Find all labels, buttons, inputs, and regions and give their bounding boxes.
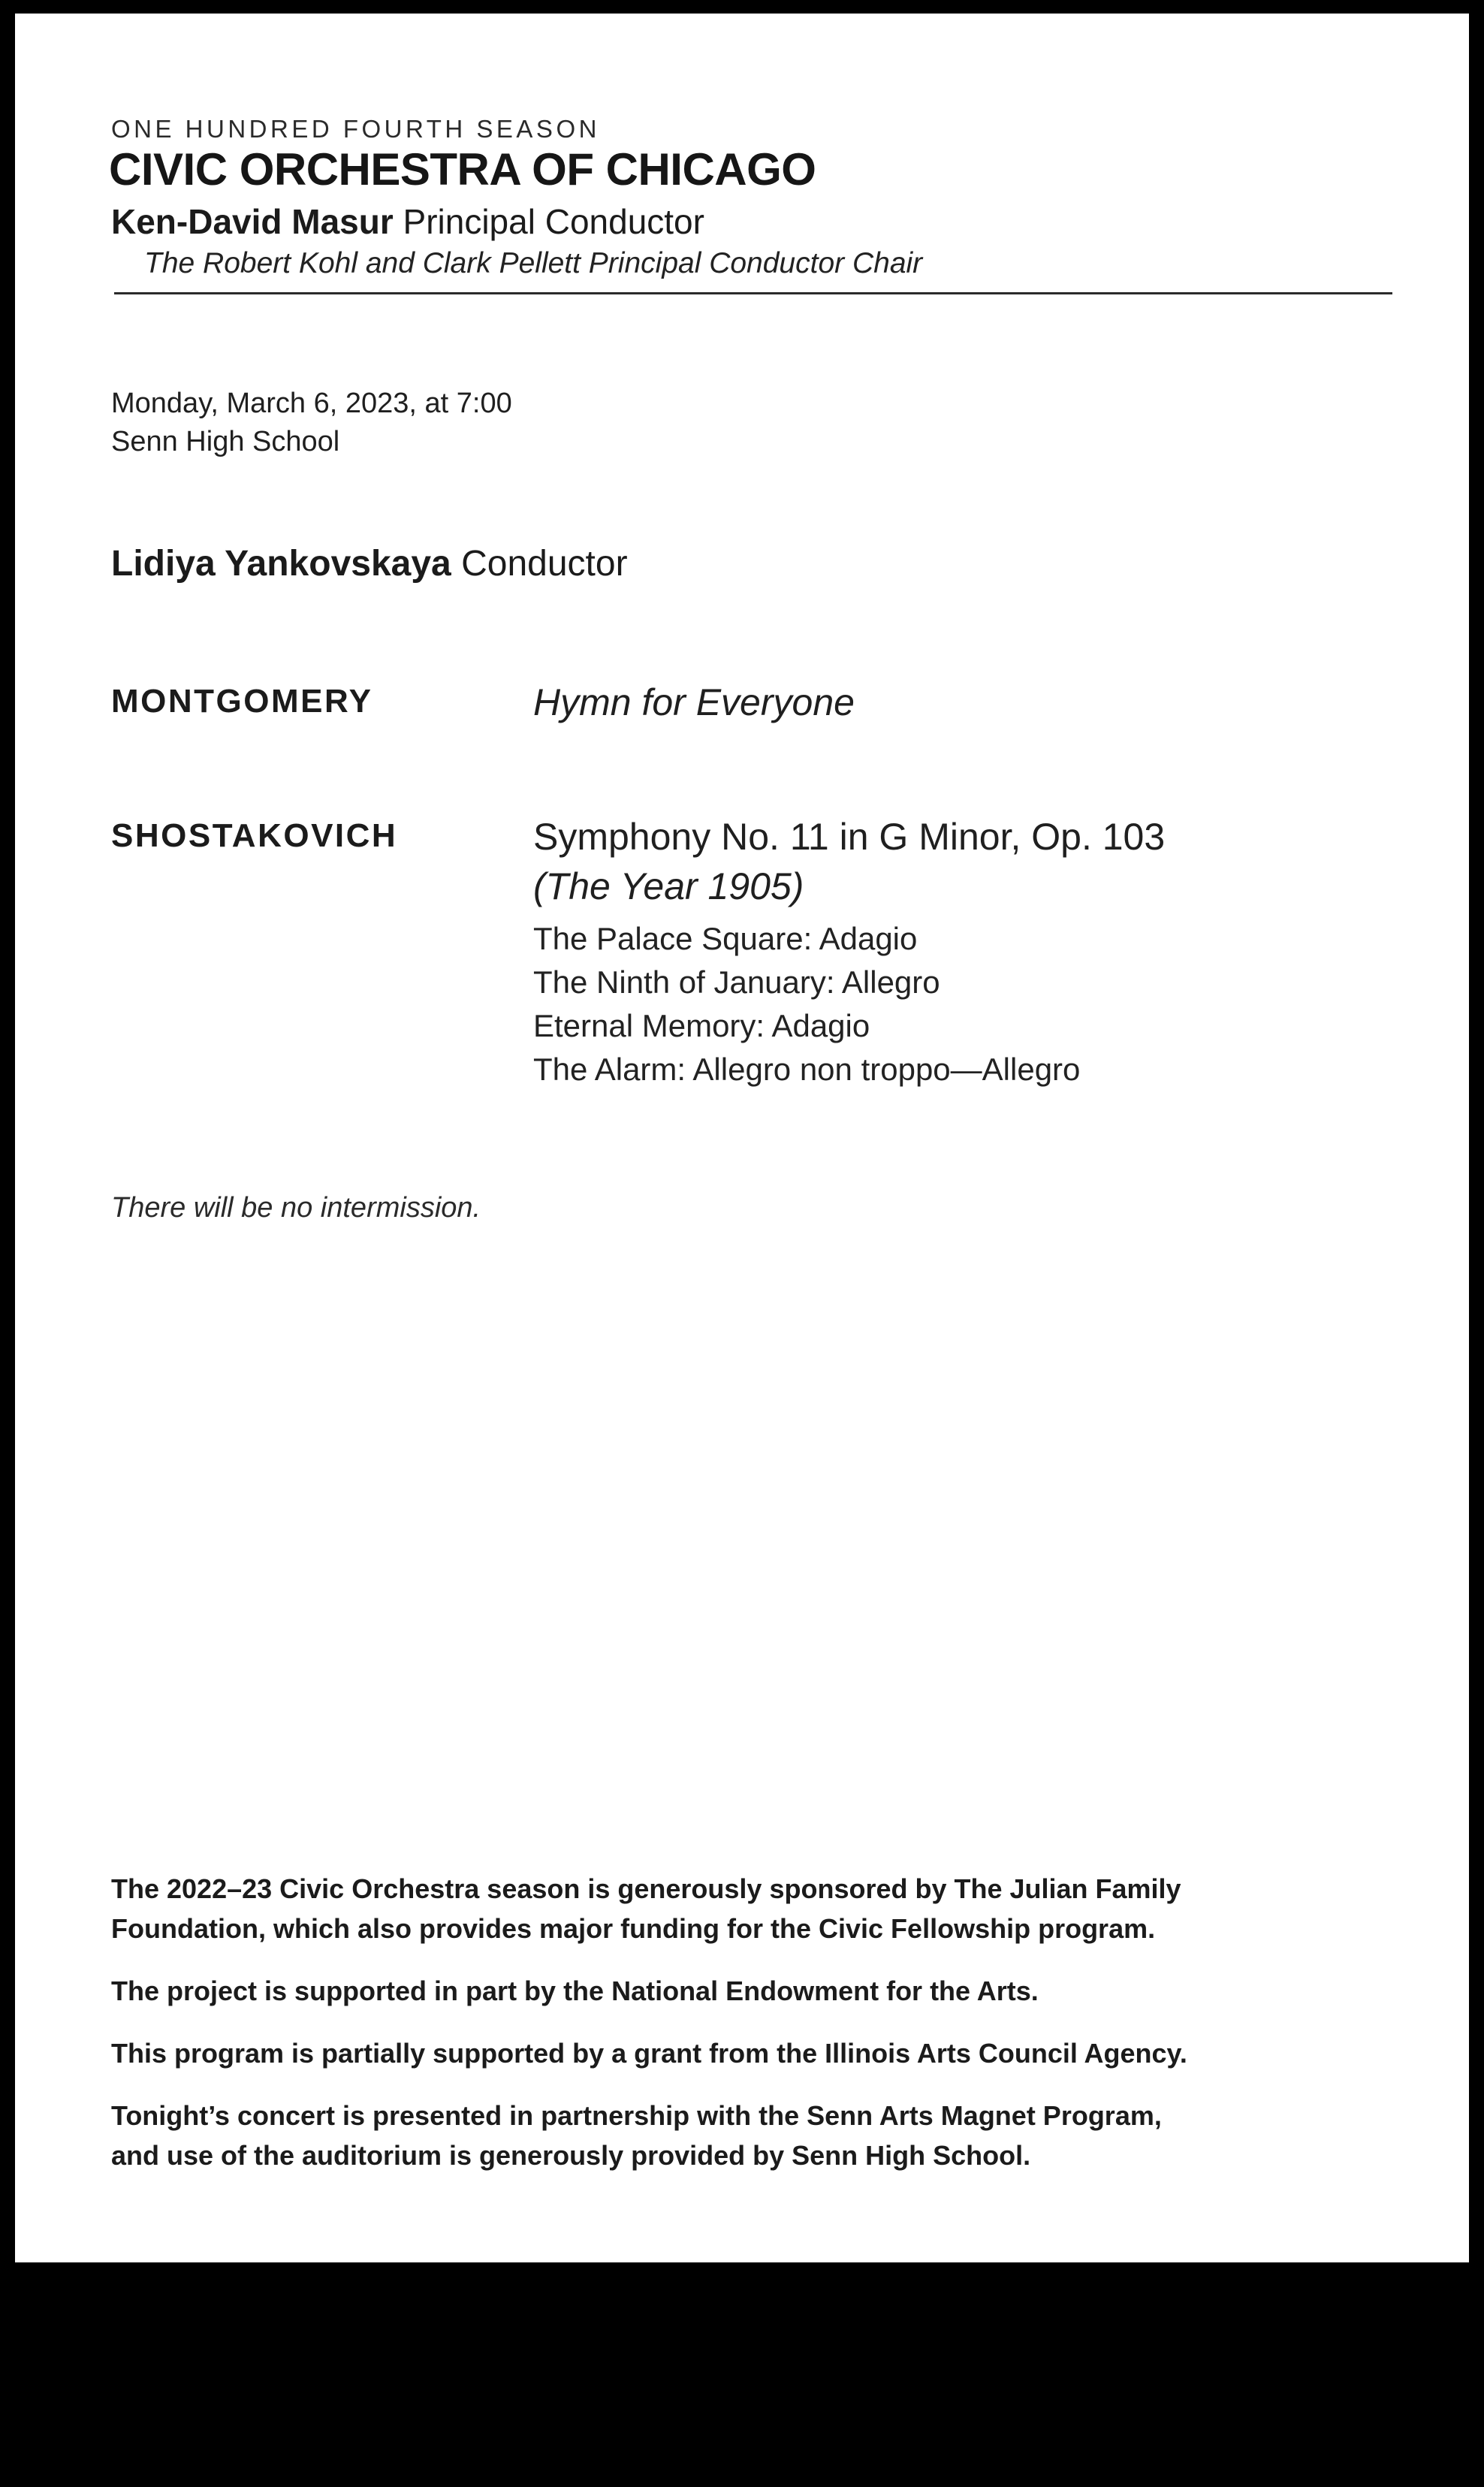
header-divider bbox=[114, 292, 1392, 294]
concert-conductor-name: Lidiya Yankovskaya bbox=[111, 544, 451, 584]
program-work-symphony-11 bbox=[533, 812, 1165, 1091]
note-line: The project is supported in part by the National Endowment for the Arts. bbox=[111, 1975, 1039, 2006]
intermission-note: There will be no intermission. bbox=[111, 1192, 481, 1224]
note-line: and use of the auditorium is generously provided by Senn High School. bbox=[111, 2140, 1031, 2171]
symphony-title: Symphony No. 11 in G Minor, Op. 103 bbox=[533, 816, 1166, 858]
concert-conductor-role: Conductor bbox=[451, 544, 628, 584]
event-venue: Senn High School bbox=[111, 426, 340, 457]
symphony-subtitle: (The Year 1905) bbox=[533, 865, 804, 907]
movement-list bbox=[533, 917, 1165, 1091]
program-work-hymn-for-everyone: Hymn for Everyone bbox=[533, 681, 855, 723]
program-composer-montgomery: MONTGOMERY bbox=[111, 683, 373, 720]
principal-conductor-name: Ken-David Masur bbox=[111, 202, 394, 241]
season-label: ONE HUNDRED FOURTH SEASON bbox=[111, 115, 600, 143]
note-line: Tonight’s concert is presented in partnership with the Senn Arts Magnet Program, bbox=[111, 2100, 1162, 2131]
sponsor-note-julian-family bbox=[111, 1869, 1358, 1948]
movement-2: The Ninth of January: Allegro bbox=[533, 964, 940, 1000]
principal-conductor-role: Principal Conductor bbox=[393, 202, 704, 241]
program-composer-shostakovich: SHOSTAKOVICH bbox=[111, 817, 398, 854]
sponsor-note-illinois-arts-council bbox=[111, 2033, 1358, 2073]
event-date: Monday, March 6, 2023, at 7:00 bbox=[111, 388, 512, 419]
conductor-chair-credit: The Robert Kohl and Clark Pellett Principal Conductor Chair bbox=[144, 247, 923, 279]
orchestra-title: CIVIC ORCHESTRA OF CHICAGO bbox=[109, 144, 816, 195]
note-line: Foundation, which also provides major funding for the Civic Fellowship program. bbox=[111, 1913, 1156, 1944]
sponsor-note-nea bbox=[111, 1971, 1358, 2011]
principal-conductor-line bbox=[111, 201, 704, 243]
concert-conductor-line bbox=[111, 542, 628, 586]
program-page bbox=[15, 14, 1469, 2262]
movement-4: The Alarm: Allegro non troppo—Allegro bbox=[533, 1052, 1081, 1087]
sponsor-note-senn-partnership bbox=[111, 2096, 1358, 2175]
note-line: This program is partially supported by a grant from the Illinois Arts Council Agency. bbox=[111, 2038, 1187, 2069]
movement-3: Eternal Memory: Adagio bbox=[533, 1008, 870, 1043]
movement-1: The Palace Square: Adagio bbox=[533, 921, 918, 956]
note-line: The 2022–23 Civic Orchestra season is generously sponsored by The Julian Family bbox=[111, 1873, 1181, 1904]
sponsor-notes bbox=[111, 1869, 1358, 2198]
